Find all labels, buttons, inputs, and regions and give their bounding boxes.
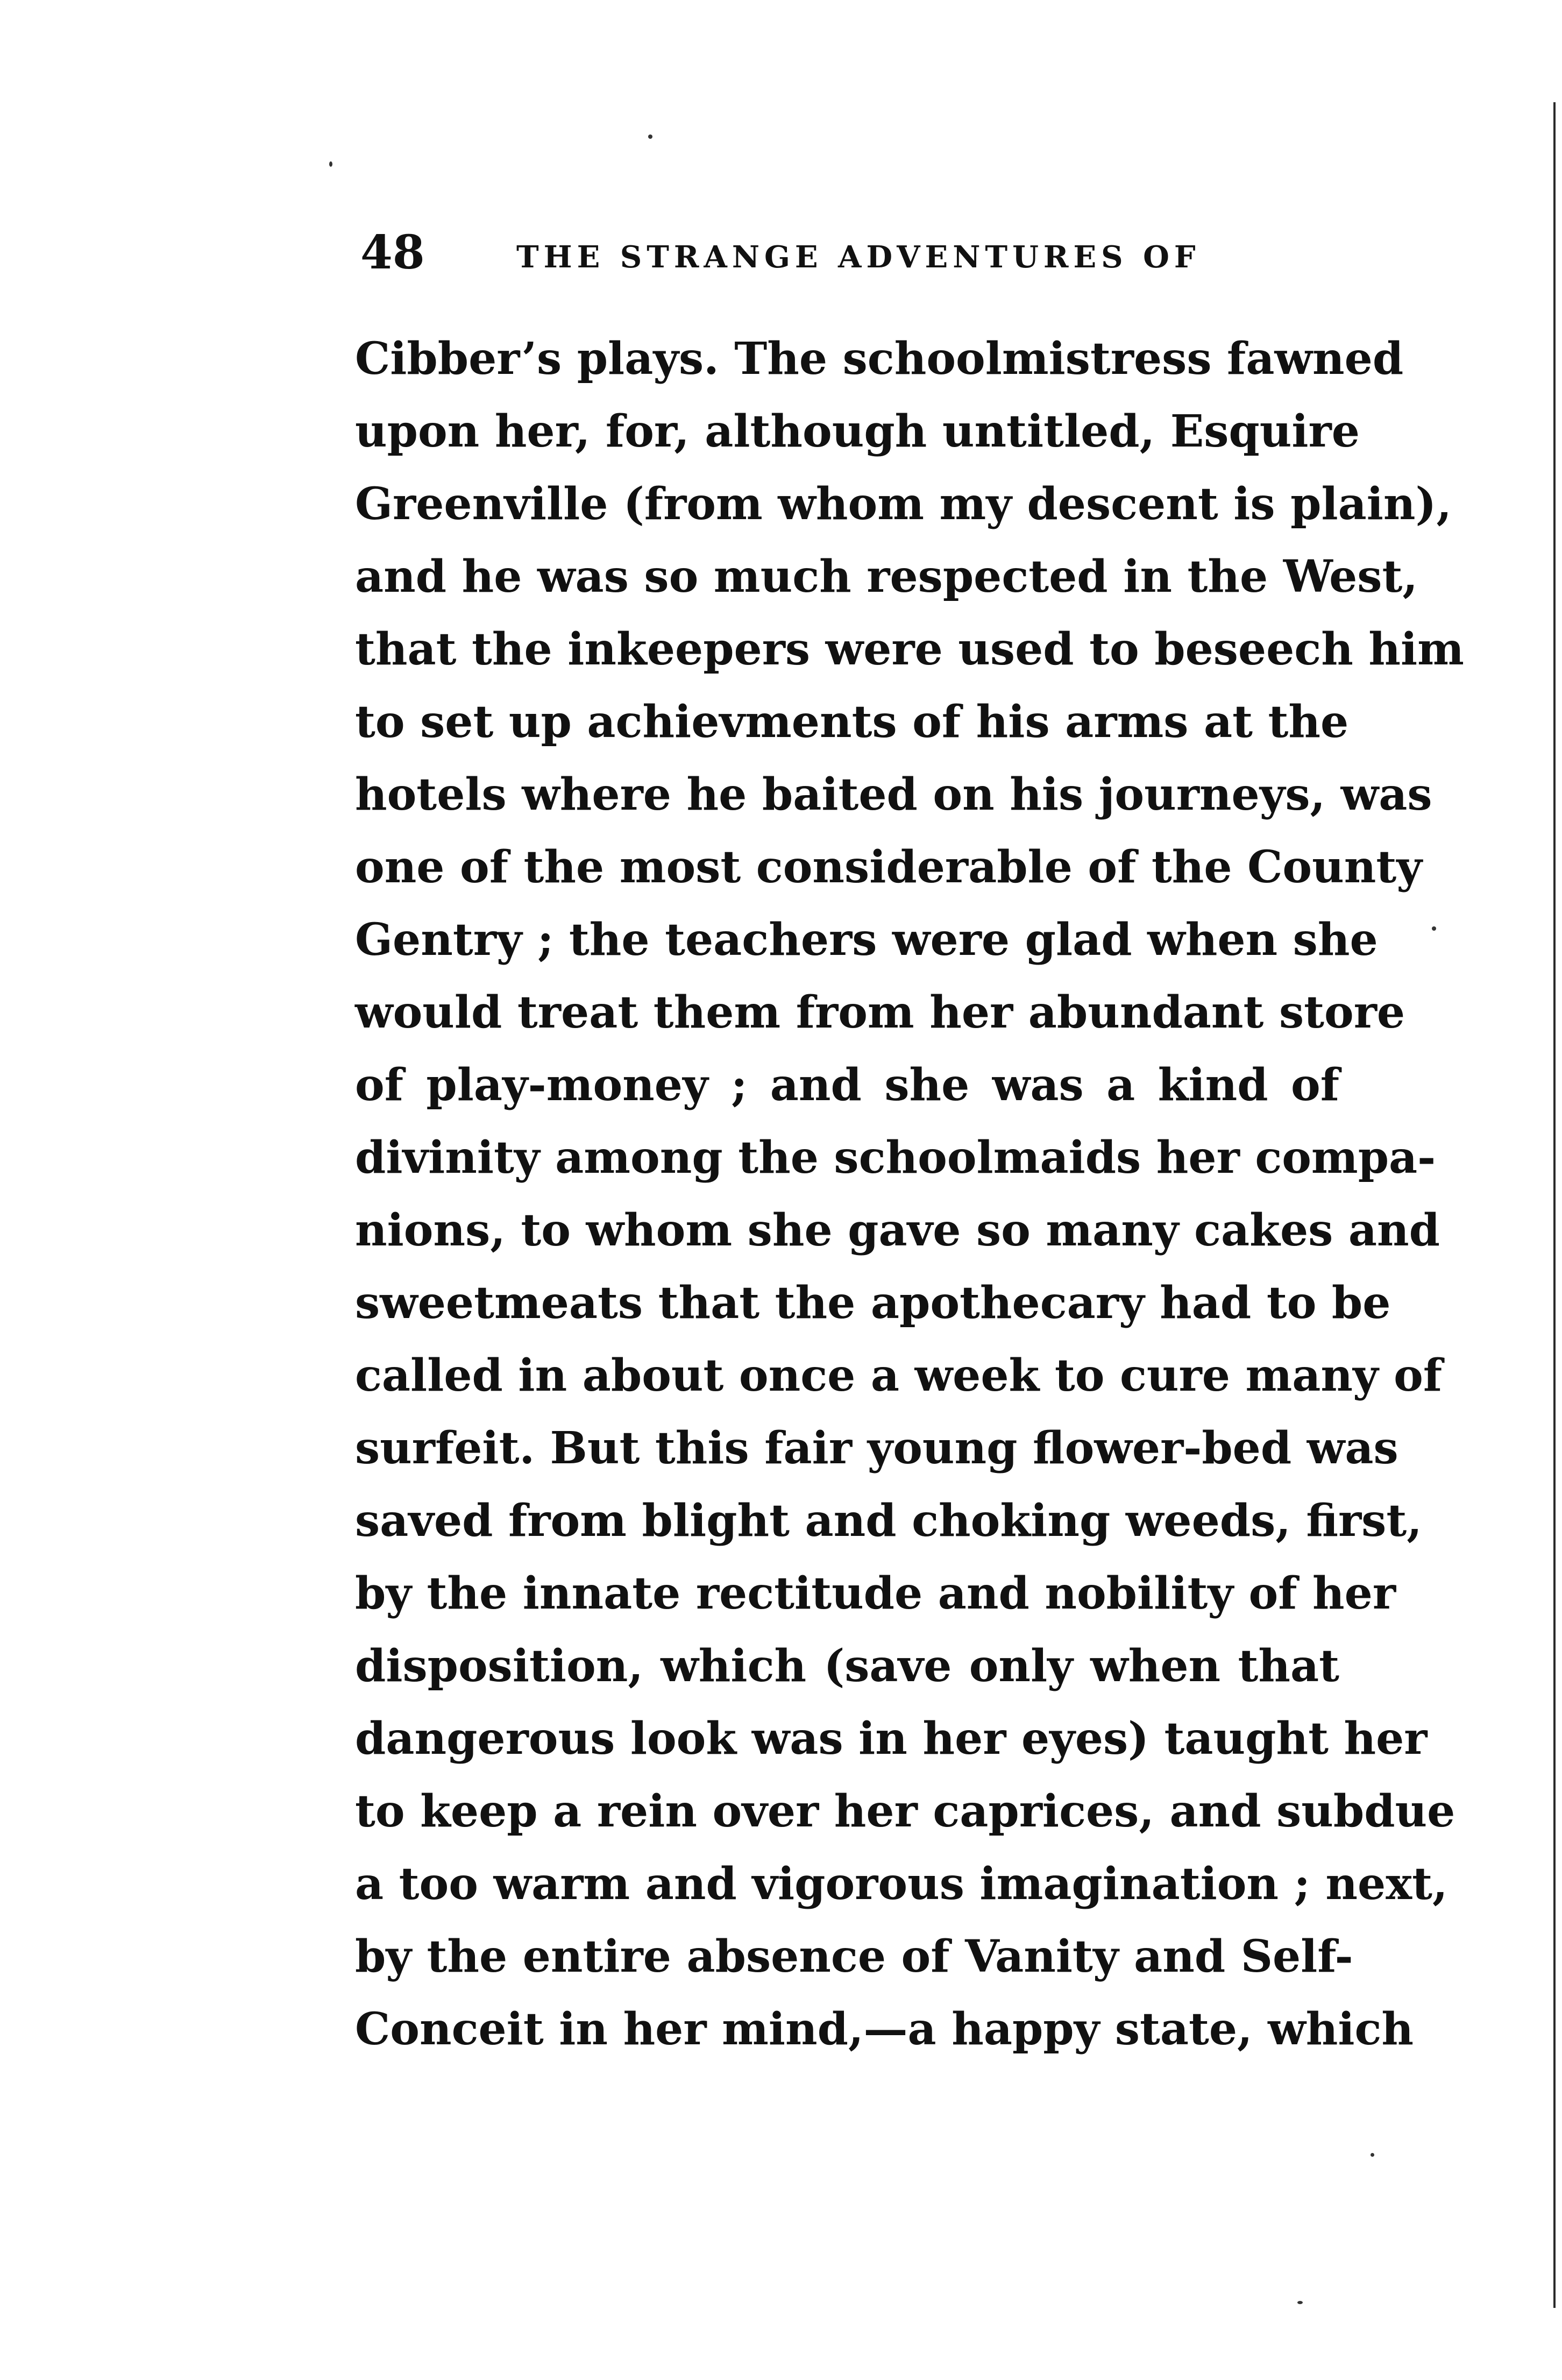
text-line: called in about once a week to cure many of <box>355 1350 1443 1401</box>
text-line: hotels where he baited on his journeys, was <box>355 769 1432 820</box>
text-line: disposition, which (save only when that <box>355 1640 1339 1692</box>
scan-speck <box>1371 2153 1374 2157</box>
text-line: that the inkeepers were used to beseech him <box>355 624 1464 675</box>
text-line: of play-money ; and she was a kind of <box>355 1059 1339 1111</box>
text-line: sweetmeats that the apothecary had to be <box>355 1277 1391 1329</box>
page-edge-rule <box>1553 102 1556 2308</box>
text-line: a too warm and vigorous imagination ; next, <box>355 1858 1448 1910</box>
text-line: one of the most considerable of the County <box>355 841 1422 893</box>
text-line: saved from blight and choking weeds, first, <box>355 1495 1422 1547</box>
scan-speck <box>1297 2301 1303 2304</box>
scan-speck <box>329 161 332 167</box>
text-line: to set up achievments of his arms at the <box>355 696 1349 748</box>
text-line: would treat them from her abundant store <box>355 987 1405 1038</box>
text-line: to keep a rein over her caprices, and subdue <box>355 1786 1456 1837</box>
text-line: by the innate rectitude and nobility of her <box>355 1568 1396 1619</box>
scan-speck <box>648 134 652 139</box>
running-title: THE STRANGE ADVENTURES OF <box>516 239 1201 275</box>
body-text <box>355 323 1464 2066</box>
text-line: nions, to whom she gave so many cakes and <box>355 1205 1440 1256</box>
text-line: surfeit. But this fair young flower-bed was <box>355 1422 1398 1474</box>
text-line: and he was so much respected in the West, <box>355 551 1418 603</box>
scan-speck <box>1432 926 1436 931</box>
text-line: Gentry ; the teachers were glad when she <box>355 914 1378 966</box>
text-line: Conceit in her mind,—a happy state, which <box>355 2003 1414 2055</box>
text-line: upon her, for, although untitled, Esquire <box>355 406 1360 457</box>
text-line: divinity among the schoolmaids her compa- <box>355 1132 1436 1184</box>
page-number: 48 <box>360 225 425 280</box>
text-line: dangerous look was in her eyes) taught her <box>355 1713 1428 1765</box>
text-line: by the entire absence of Vanity and Self- <box>355 1931 1353 1982</box>
running-head <box>360 221 1382 285</box>
text-line: Cibber’s plays. The schoolmistress fawned <box>355 333 1404 385</box>
text-line: Greenville (from whom my descent is plain), <box>355 478 1452 530</box>
